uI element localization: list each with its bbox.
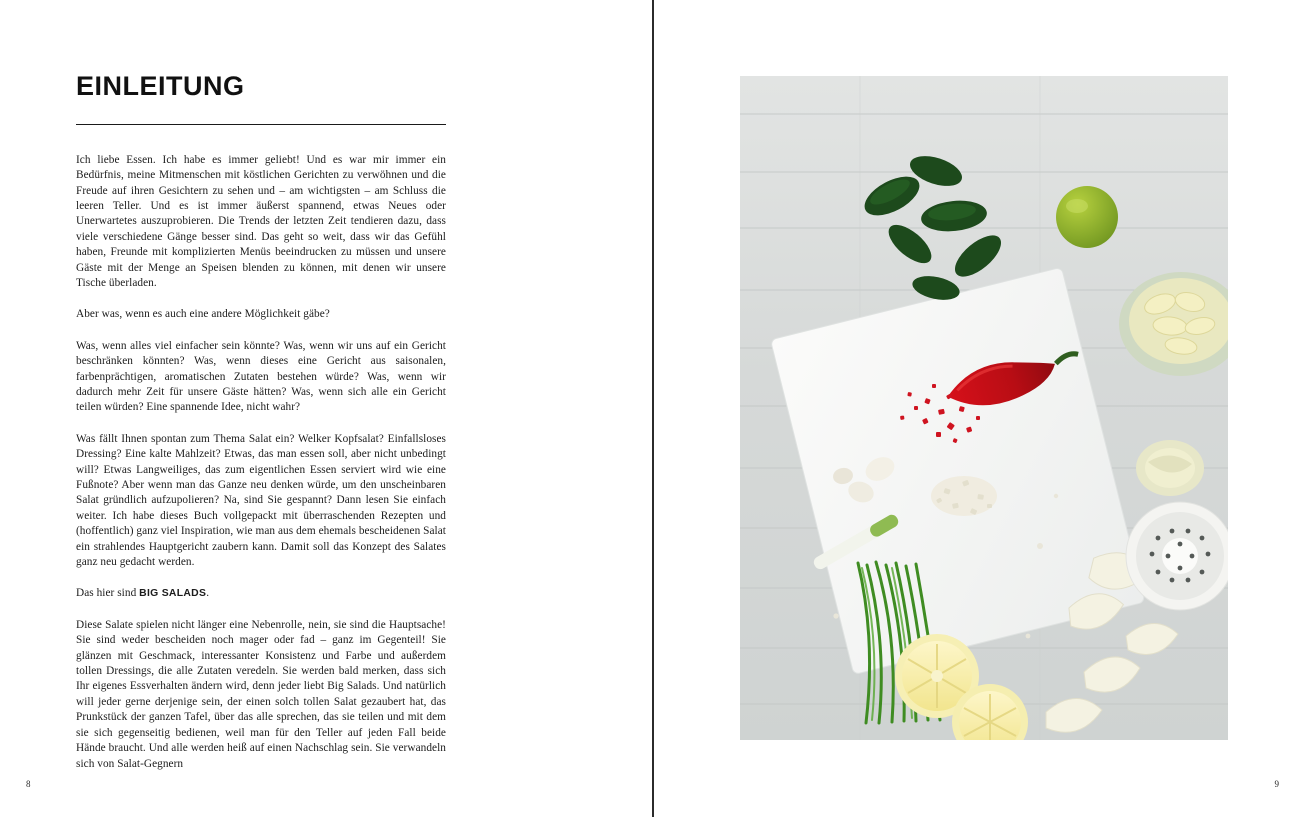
- lead-in-before: Das hier sind: [76, 587, 140, 600]
- page-title: EINLEITUNG: [76, 71, 245, 101]
- paragraph: Was, wenn alles viel einfacher sein könnte? Was, wenn wir uns auf ein Gericht beschränken könnten? Was, wenn dieses eine Gericht aus saisonalen, farbenprächtigen, aromatischen Zutaten bestehen würde? Was, wenn wir dadurch mehr Zeit für unsere Gäste hätten? Was, wenn sich alle ein Gericht teilen würden? Eine spannende Idee, nicht wahr?: [76, 339, 446, 414]
- salad-ingredients-flatlay-photo: [740, 76, 1228, 740]
- body-text: [76, 153, 446, 772]
- left-page: [0, 0, 652, 817]
- folio-right: 9: [1274, 779, 1279, 789]
- folio-left: 8: [26, 779, 31, 789]
- lead-in-emphasis: BIG SALADS: [139, 588, 207, 600]
- lead-in-after: .: [206, 587, 210, 600]
- title-rule-divider: [76, 124, 446, 125]
- paragraph: Aber was, wenn es auch eine andere Möglichkeit gäbe?: [76, 308, 330, 321]
- left-page-text-column: [76, 72, 446, 772]
- paragraph: Ich liebe Essen. Ich habe es immer geliebt! Und es war mir immer ein Bedürfnis, meine Mitmenschen mit köstlichen Gerichten zu verwöhnen und die Freude auf ihren Gesichtern zu sehen und – am wichtigsten – am Schluss die leeren Teller. Und es ist immer äußerst spannend, etwas Neues oder Unerwartetes auszuprobieren. Die Trends der letzten Zeit tendieren dazu, dass viele verschiedene Gänge besser sind. Das geht so weit, dass wir das Gefühl haben, Freunde mit komplizierten Menüs beeindrucken zu müssen und unsere Gäste mit der Menge an Speisen blenden zu können, mit denen wir unsere Tische überladen.: [76, 153, 446, 289]
- paragraph: Was fällt Ihnen spontan zum Thema Salat ein? Welker Kopfsalat? Einfallsloses Dressing? Eine kalte Mahlzeit? Etwas, das man essen soll, aber nicht unbedingt will? Etwas Langweiliges, das zum eigentlichen Essen serviert wird wie eine Fußnote? Aber wenn man das Ganze neu denken würde, um den unscheinbaren Salat gründlich aufzupolieren? Na, sind Sie gespannt? Dann lesen Sie einfach weiter. Ich habe dieses Buch vollgepackt mit überraschenden Rezepten und (hoffentlich) ganz viel Inspiration, wie man aus dem ehemals bescheidenen Salat ein strahlendes Hauptgericht zaubern kann. Damit soll das Konzept des Salates ganz neu gedacht werden.: [76, 432, 446, 569]
- paragraph: Diese Salate spielen nicht länger eine Nebenrolle, nein, sie sind die Hauptsache! Sie sind weder bescheiden noch mager oder fad – ganz im Gegenteil! Sie glänzen mit Geschmack, interessanter Konsistenz und Farbe und außerdem tollen Dressings, die alle Zutaten veredeln. Sie werden bald merken, dass sich Ihr eigenes Essverhalten ändern wird, denn jeder liebt Big Salads. Und natürlich will jeder gerne derjenige sein, der einen solch tollen Salat gezaubert hat, das Prunkstück der ganzen Tafel, über das alle sprechen, das sie teilen und mit dem sie sich gegenseitig bedienen, weil man für den Teller auf jeden Fall beide Hände braucht. Und alle werden heiß auf einen Nachschlag sein. Sie verwandeln sich von Salat-Gegnern: [76, 618, 446, 770]
- lead-in-line: [76, 586, 446, 601]
- right-page: [654, 0, 1305, 817]
